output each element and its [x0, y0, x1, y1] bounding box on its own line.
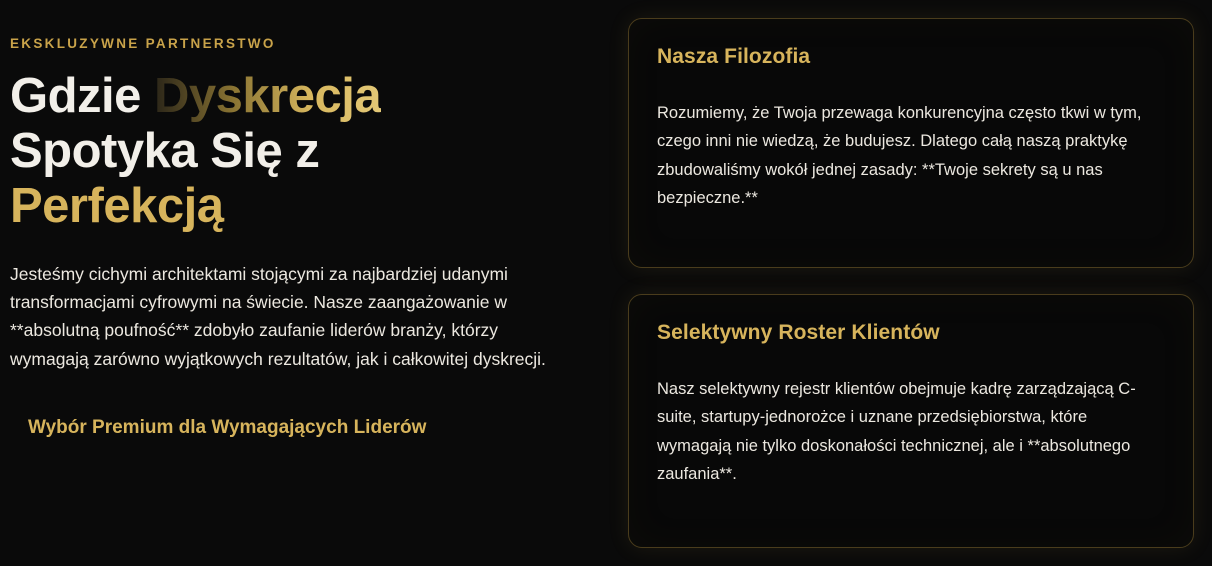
headline-line1-accent: Dyskrecja [154, 69, 382, 123]
card-philosophy [628, 18, 1194, 268]
card-client-roster-body: Nasz selektywny rejestr klientów obejmuje kadrę zarządzającą C-suite, startupy-jednorożce i uznane przedsiębiorstwa, które wymagają nie tylko doskonałości technicznej, ale i **absolutnego zaufania**. [657, 380, 1136, 484]
card-client-roster [628, 294, 1194, 548]
page-title [10, 69, 560, 234]
intro-paragraph: Jesteśmy cichymi architektami stojącymi za najbardziej udanymi transformacjami cyfrowymi na świecie. Nasze zaangażowanie w **absolutną poufność** zdobyło zaufanie liderów branży, którzy wymagają zarówno wyjątkowych rezultatów, jak i całkowitej dyskrecji. [10, 263, 546, 369]
card-philosophy-title: Nasza Filozofia [657, 45, 811, 68]
card-philosophy-body: Rozumiemy, że Twoja przewaga konkurencyjna często tkwi w tym, czego inni nie wiedzą, że budujesz. Dlatego całą naszą praktykę zbudowaliśmy wokół jednej zasady: **Twoje sekrety są u nas bezpieczne.** [657, 104, 1142, 208]
card-client-roster-title: Selektywny Roster Klientów [657, 321, 940, 344]
right-column [600, 0, 1212, 566]
eyebrow-label: EKSKLUZYWNE PARTNERSTWO [10, 36, 276, 51]
headline-line3: Perfekcją [10, 178, 224, 233]
headline-line1-plain: Gdzie [10, 69, 155, 123]
left-column [0, 0, 600, 566]
premium-tagline: Wybór Premium dla Wymagających Liderów [28, 417, 427, 438]
headline-line2: Spotyka Się z [10, 123, 320, 178]
